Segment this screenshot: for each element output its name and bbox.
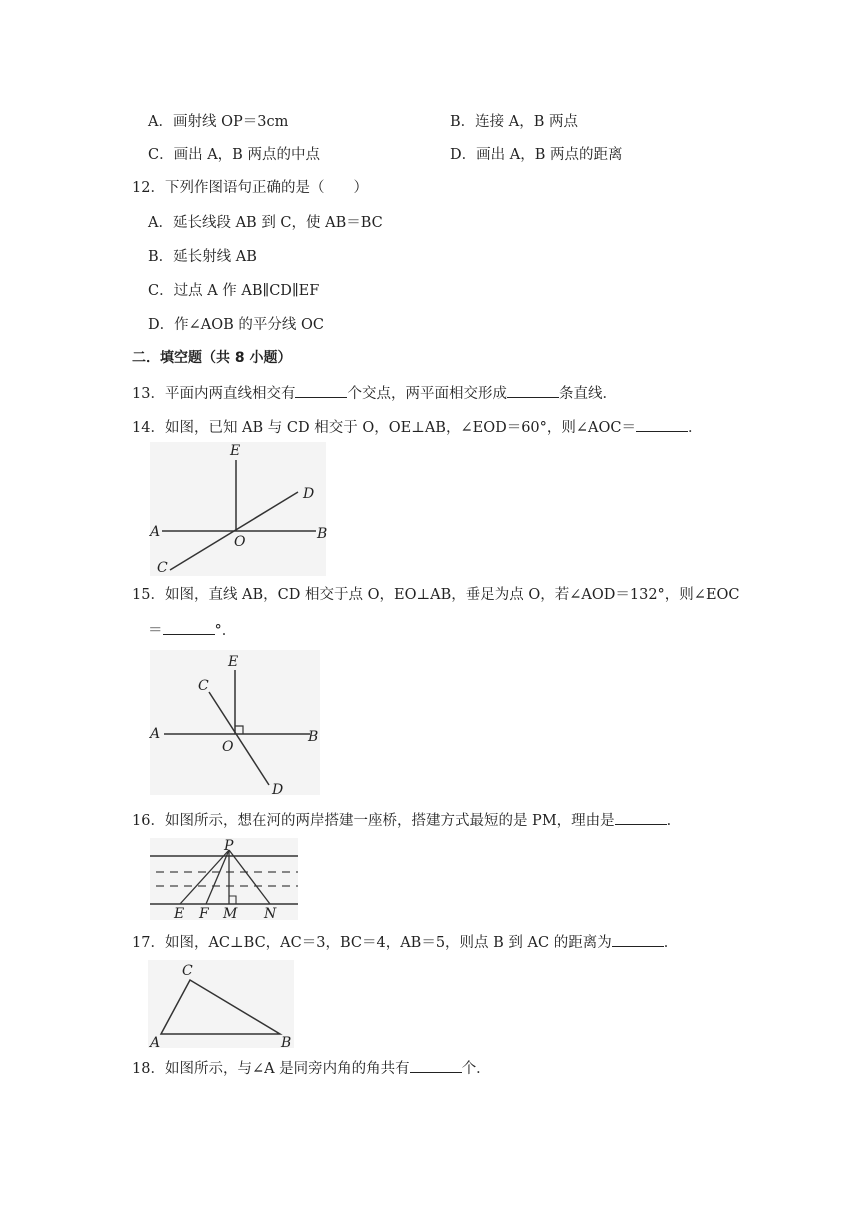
label-a: A — [150, 524, 161, 540]
answer-blank — [507, 383, 559, 398]
label-e: E — [228, 654, 239, 670]
label-b: B — [308, 729, 319, 745]
answer-blank — [636, 417, 688, 432]
label-a: A — [150, 1035, 161, 1051]
q15-line-1: 15．如图，直线 AB，CD 相交于点 O，EO⊥AB，垂足为点 O，若∠AOD＝132°，则∠EOC — [132, 587, 740, 603]
q14-text-1: 14．如图，已知 AB 与 CD 相交于 O，OE⊥AB，∠EOD＝60°，则∠AOC＝ — [132, 420, 637, 436]
label-p: P — [224, 838, 234, 854]
figure-15-diagram — [150, 650, 320, 798]
label-a: A — [150, 726, 161, 742]
q17-text-1: 17．如图，AC⊥BC，AC＝3，BC＝4，AB＝5，则点 B 到 AC 的距离为 — [132, 935, 612, 951]
q13-text-1: 13．平面内两直线相交有 — [132, 386, 296, 402]
label-d: D — [303, 486, 315, 502]
q12-option-d: D．作∠AOB 的平分线 OC — [148, 317, 324, 333]
q16-text-2: ． — [666, 813, 682, 829]
figure-16 — [150, 838, 298, 920]
q14-text-2: ． — [688, 420, 703, 436]
q12-option-a: A．延长线段 AB 到 C，使 AB＝BC — [148, 215, 383, 231]
figure-17-diagram — [148, 960, 294, 1051]
answer-blank — [410, 1058, 462, 1073]
figure-17 — [148, 960, 294, 1051]
question-16 — [132, 810, 681, 831]
label-m: M — [223, 906, 238, 922]
answer-blank — [612, 932, 664, 947]
figure-15 — [150, 650, 320, 798]
q16-text-1: 16．如图所示，想在河的两岸搭建一座桥，搭建方式最短的是 PM，理由是 — [132, 813, 615, 829]
segment-pe — [180, 850, 229, 904]
label-e: E — [230, 443, 241, 459]
figure-16-diagram — [150, 838, 298, 920]
figure-14-diagram — [150, 442, 326, 576]
label-o: O — [222, 739, 234, 755]
answer-blank — [163, 620, 215, 635]
question-17 — [132, 932, 678, 953]
q15-text-3: °． — [214, 623, 237, 639]
question-18 — [132, 1058, 491, 1079]
answer-blank — [295, 383, 347, 398]
question-14 — [132, 417, 703, 438]
q11-option-b: B．连接 A，B 两点 — [450, 114, 579, 130]
label-b: B — [317, 526, 328, 542]
q13-text-2: 个交点，两平面相交形成 — [347, 386, 507, 402]
answer-blank — [615, 810, 667, 825]
label-d: D — [272, 782, 284, 798]
label-e: E — [174, 906, 185, 922]
label-f: F — [199, 906, 209, 922]
label-c: C — [198, 678, 209, 694]
label-b: B — [281, 1035, 292, 1051]
label-c: C — [157, 560, 168, 576]
right-angle-mark — [229, 896, 236, 904]
question-15-answer — [148, 620, 236, 641]
section-heading: 二．填空题（共 8 小题） — [132, 350, 292, 366]
q11-option-d: D．画出 A，B 两点的距离 — [450, 147, 623, 163]
question-13 — [132, 383, 617, 404]
label-o: O — [234, 534, 246, 550]
triangle-abc — [161, 980, 280, 1034]
q11-option-c: C．画出 A，B 两点的中点 — [148, 147, 320, 163]
q15-text-2: ＝ — [148, 623, 163, 639]
q12-stem: 12．下列作图语句正确的是（ ） — [132, 180, 368, 196]
q13-text-3: 条直线． — [558, 386, 617, 402]
label-n: N — [264, 906, 277, 922]
segment-pf — [206, 850, 229, 904]
q12-option-b: B．延长射线 AB — [148, 249, 257, 265]
label-c: C — [182, 963, 193, 979]
q17-text-2: ． — [663, 935, 679, 951]
figure-14 — [150, 442, 326, 576]
q18-text-1: 18．如图所示，与∠A 是同旁内角的角共有 — [132, 1061, 410, 1077]
q18-text-2: 个． — [461, 1061, 491, 1077]
q12-option-c: C．过点 A 作 AB∥CD∥EF — [148, 283, 320, 299]
line-cd — [209, 692, 269, 785]
q11-option-a: A．画射线 OP＝3cm — [148, 114, 289, 130]
